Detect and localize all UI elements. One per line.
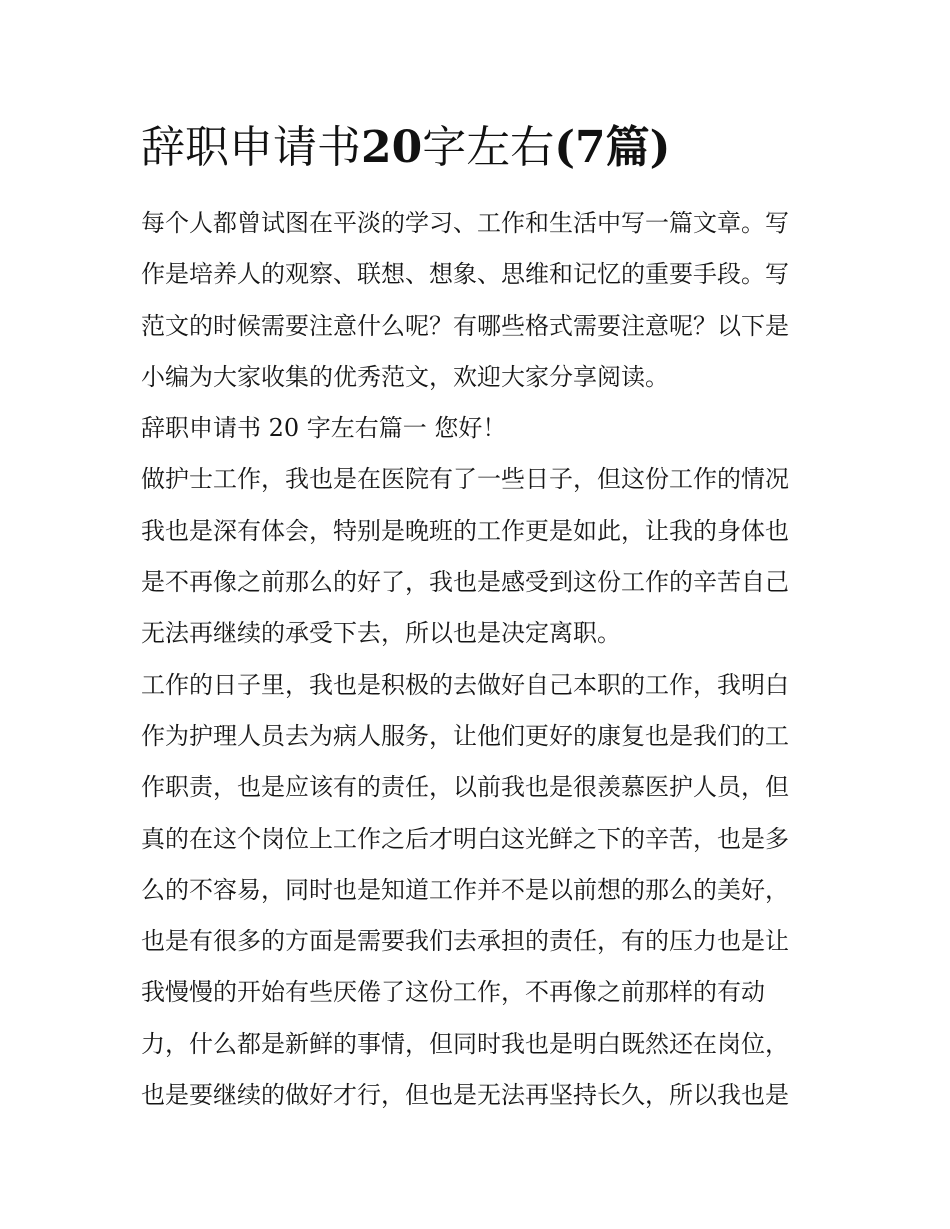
title-suffix: (7篇)	[554, 122, 671, 173]
body-line: 么的不容易，同时也是知道工作并不是以前想的那么的美好，	[141, 875, 789, 904]
body-line: 作职责，也是应该有的责任，以前我也是很羡慕医护人员，但	[141, 773, 789, 802]
body-line: 工作的日子里，我也是积极的去做好自己本职的工作，我明白	[141, 670, 789, 699]
body-line: 我慢慢的开始有些厌倦了这份工作，不再像之前那样的有动	[141, 978, 765, 1007]
body-line: 是不再像之前那么的好了，我也是感受到这份工作的辛苦自己	[141, 568, 789, 597]
body-line: 真的在这个岗位上工作之后才明白这光鲜之下的辛苦，也是多	[141, 824, 789, 853]
body-line: 范文的时候需要注意什么呢？有哪些格式需要注意呢？以下是	[141, 311, 789, 340]
body-line: 我也是深有体会，特别是晚班的工作更是如此，让我的身体也	[141, 516, 789, 545]
body-line: 作为护理人员去为病人服务，让他们更好的康复也是我们的工	[141, 721, 789, 750]
document-body	[141, 198, 813, 1121]
body-line: 做护士工作，我也是在医院有了一些日子，但这份工作的情况	[141, 465, 789, 494]
body-line: 无法再继续的承受下去，所以也是决定离职。	[141, 619, 621, 648]
body-line: 小编为大家收集的优秀范文，欢迎大家分享阅读。	[141, 362, 669, 391]
body-line: 作是培养人的观察、联想、想象、思维和记忆的重要手段。写	[141, 260, 789, 289]
title-middle: 字左右	[422, 122, 555, 173]
section-heading-line: 辞职申请书 20 字左右篇一 您好！	[141, 414, 507, 443]
body-line: 每个人都曾试图在平淡的学习、工作和生活中写一篇文章。写	[141, 209, 789, 237]
title-prefix: 辞职申请书	[141, 122, 361, 173]
title-number: 20	[361, 122, 423, 173]
body-line: 力，什么都是新鲜的事情，但同时我也是明白既然还在岗位，	[141, 1029, 789, 1058]
document-title	[141, 118, 841, 178]
body-line: 也是要继续的做好才行，但也是无法再坚持长久，所以我也是	[141, 1081, 789, 1110]
body-line: 也是有很多的方面是需要我们去承担的责任，有的压力也是让	[141, 927, 789, 956]
